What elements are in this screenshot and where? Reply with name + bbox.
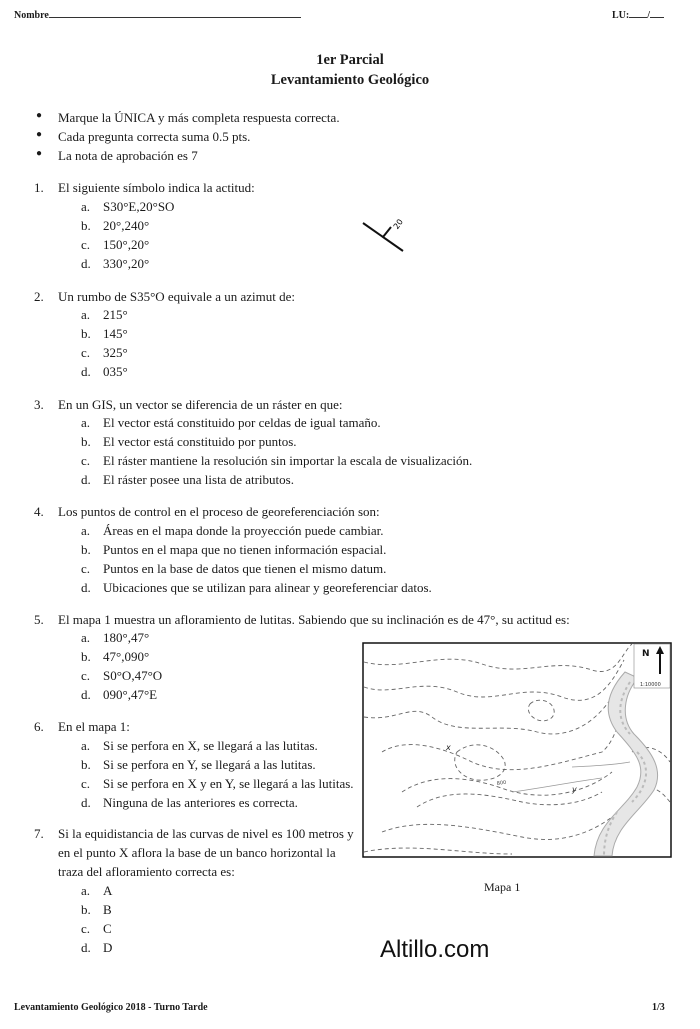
option-text: 180°,47° [103, 630, 150, 645]
option-text: 47°,090° [103, 649, 150, 664]
option-text: S0°O,47°O [103, 668, 163, 683]
option-6d[interactable] [81, 795, 298, 811]
option-letter: a. [81, 738, 91, 753]
option-1a[interactable] [81, 199, 175, 215]
option-text: B [103, 902, 112, 917]
north-label: N [642, 649, 650, 659]
option-2c[interactable] [81, 345, 128, 361]
lu-label: LU: [612, 10, 630, 21]
option-text: 145° [103, 326, 128, 341]
option-text: A [103, 883, 113, 898]
lu-field [612, 10, 664, 21]
option-text: Puntos en el mapa que no tienen información espacial. [103, 542, 387, 557]
option-letter: c. [81, 668, 91, 683]
option-3c[interactable] [81, 453, 473, 469]
option-letter: b. [81, 649, 91, 664]
bullet-icon: ● [36, 129, 43, 140]
footer-title: Levantamiento Geológico 2018 - Turno Tarde [14, 1002, 208, 1013]
option-2a[interactable] [81, 307, 128, 323]
option-letter: d. [81, 687, 91, 702]
option-letter: c. [81, 453, 91, 468]
geologic-map [362, 642, 672, 858]
instruction-text: Cada pregunta correcta suma 0.5 pts. [58, 129, 251, 144]
question-1 [34, 180, 255, 196]
option-text: 20°,240° [103, 218, 150, 233]
option-letter: a. [81, 630, 91, 645]
option-text: 330°,20° [103, 256, 150, 271]
exam-subtitle: Levantamiento Geológico [270, 72, 430, 88]
option-7c[interactable] [81, 921, 112, 937]
question-number: 6. [34, 719, 44, 734]
name-field [14, 10, 301, 21]
contour-value-label: 800 [496, 779, 507, 787]
option-text: 215° [103, 307, 128, 322]
question-text: Un rumbo de S35°O equivale a un azimut de: [58, 289, 295, 304]
question-number: 1. [34, 180, 44, 195]
bullet-icon: ● [36, 110, 43, 121]
option-text: S30°E,20°SO [103, 199, 175, 214]
question-text: En el mapa 1: [58, 719, 130, 734]
option-text: Áreas en el mapa donde la proyección puede cambiar. [103, 523, 384, 538]
option-1d[interactable] [81, 256, 150, 272]
option-text: El vector está constituido por puntos. [103, 434, 297, 449]
option-letter: b. [81, 218, 91, 233]
name-label: Nombre [14, 10, 49, 21]
option-4d[interactable] [81, 580, 432, 596]
option-letter: c. [81, 776, 91, 791]
instruction-item [36, 129, 251, 145]
option-4c[interactable] [81, 561, 387, 577]
question-text: El mapa 1 muestra un afloramiento de lutitas. Sabiendo que su inclinación es de 47°, su actitud es: [58, 612, 570, 627]
instruction-text: La nota de aprobación es 7 [58, 148, 198, 163]
option-2d[interactable] [81, 364, 128, 380]
question-number: 3. [34, 397, 44, 412]
option-4a[interactable] [81, 523, 384, 539]
option-text: 150°,20° [103, 237, 150, 252]
question-text: Si la equidistancia de las curvas de nivel es 100 metros y [58, 826, 354, 841]
option-1c[interactable] [81, 237, 150, 253]
option-letter: a. [81, 307, 91, 322]
option-text: Si se perfora en X, se llegará a las lutitas. [103, 738, 318, 753]
option-text: 325° [103, 345, 128, 360]
watermark: Altillo.com [380, 936, 490, 963]
question-3 [34, 397, 343, 413]
option-text: Si se perfora en X y en Y, se llegará a las lutitas. [103, 776, 354, 791]
option-6c[interactable] [81, 776, 354, 792]
option-letter: d. [81, 256, 91, 271]
lu-blank-1[interactable] [629, 17, 647, 18]
question-text: El siguiente símbolo indica la actitud: [58, 180, 255, 195]
option-letter: c. [81, 237, 91, 252]
strike-dip-symbol [355, 215, 415, 260]
option-text: 035° [103, 364, 128, 379]
option-letter: d. [81, 472, 91, 487]
option-5d[interactable] [81, 687, 158, 703]
lu-separator: / [647, 10, 651, 21]
option-letter: d. [81, 364, 91, 379]
option-letter: b. [81, 434, 91, 449]
option-letter: c. [81, 921, 91, 936]
page-number: 1/3 [652, 1002, 665, 1013]
option-text: Ubicaciones que se utilizan para alinear y georeferenciar datos. [103, 580, 432, 595]
name-blank[interactable] [49, 17, 301, 18]
instruction-item [36, 148, 198, 164]
question-number: 4. [34, 504, 44, 519]
option-7a[interactable] [81, 883, 113, 899]
option-6a[interactable] [81, 738, 318, 754]
question-5 [34, 612, 570, 628]
option-letter: a. [81, 523, 91, 538]
option-3a[interactable] [81, 415, 381, 431]
option-letter: c. [81, 561, 91, 576]
option-letter: a. [81, 415, 91, 430]
point-y-label: y [572, 785, 577, 794]
exam-title: 1er Parcial [316, 52, 384, 68]
option-letter: b. [81, 326, 91, 341]
option-text: D [103, 940, 113, 955]
question-2 [34, 289, 295, 305]
option-letter: a. [81, 883, 91, 898]
lu-blank-2[interactable] [650, 17, 664, 18]
option-letter: d. [81, 795, 91, 810]
option-7d[interactable] [81, 940, 113, 956]
option-text: C [103, 921, 112, 936]
bullet-icon: ● [36, 148, 43, 159]
option-5a[interactable] [81, 630, 150, 646]
option-text: El vector está constituido por celdas de igual tamaño. [103, 415, 381, 430]
map-scale: 1:10000 [640, 682, 661, 688]
dip-tick [383, 227, 391, 237]
option-6b[interactable] [81, 757, 316, 773]
option-letter: b. [81, 902, 91, 917]
dip-label: 20 [391, 217, 405, 231]
question-number: 2. [34, 289, 44, 304]
option-letter: d. [81, 580, 91, 595]
option-letter: c. [81, 345, 91, 360]
question-number: 5. [34, 612, 44, 627]
option-text: El ráster posee una lista de atributos. [103, 472, 294, 487]
option-text: El ráster mantiene la resolución sin importar la escala de visualización. [103, 453, 473, 468]
option-text: 090°,47°E [103, 687, 158, 702]
instruction-item [36, 110, 340, 126]
question-text: Los puntos de control en el proceso de georeferenciación son: [58, 504, 380, 519]
option-letter: d. [81, 940, 91, 955]
option-5c[interactable] [81, 668, 163, 684]
option-7b[interactable] [81, 902, 112, 918]
option-text: Si se perfora en Y, se llegará a las lutitas. [103, 757, 316, 772]
question-text: En un GIS, un vector se diferencia de un ráster en que: [58, 397, 343, 412]
question-number: 7. [34, 826, 44, 841]
map-caption: Mapa 1 [484, 880, 521, 894]
option-text: Ninguna de las anteriores es correcta. [103, 795, 298, 810]
option-5b[interactable] [81, 649, 150, 665]
question-7-line-2: en el punto X aflora la base de un banco horizontal la [58, 845, 336, 860]
option-letter: b. [81, 542, 91, 557]
option-2b[interactable] [81, 326, 128, 342]
option-text: Puntos en la base de datos que tienen el mismo datum. [103, 561, 387, 576]
option-letter: a. [81, 199, 91, 214]
option-4b[interactable] [81, 542, 387, 558]
option-3b[interactable] [81, 434, 297, 450]
option-letter: b. [81, 757, 91, 772]
option-3d[interactable] [81, 472, 294, 488]
instruction-text: Marque la ÚNICA y más completa respuesta correcta. [58, 110, 340, 125]
question-4 [34, 504, 380, 520]
question-6 [34, 719, 130, 735]
point-x-label: x [446, 743, 451, 752]
question-7 [34, 826, 354, 842]
option-1b[interactable] [81, 218, 150, 234]
question-7-line-3: traza del afloramiento correcta es: [58, 864, 235, 879]
